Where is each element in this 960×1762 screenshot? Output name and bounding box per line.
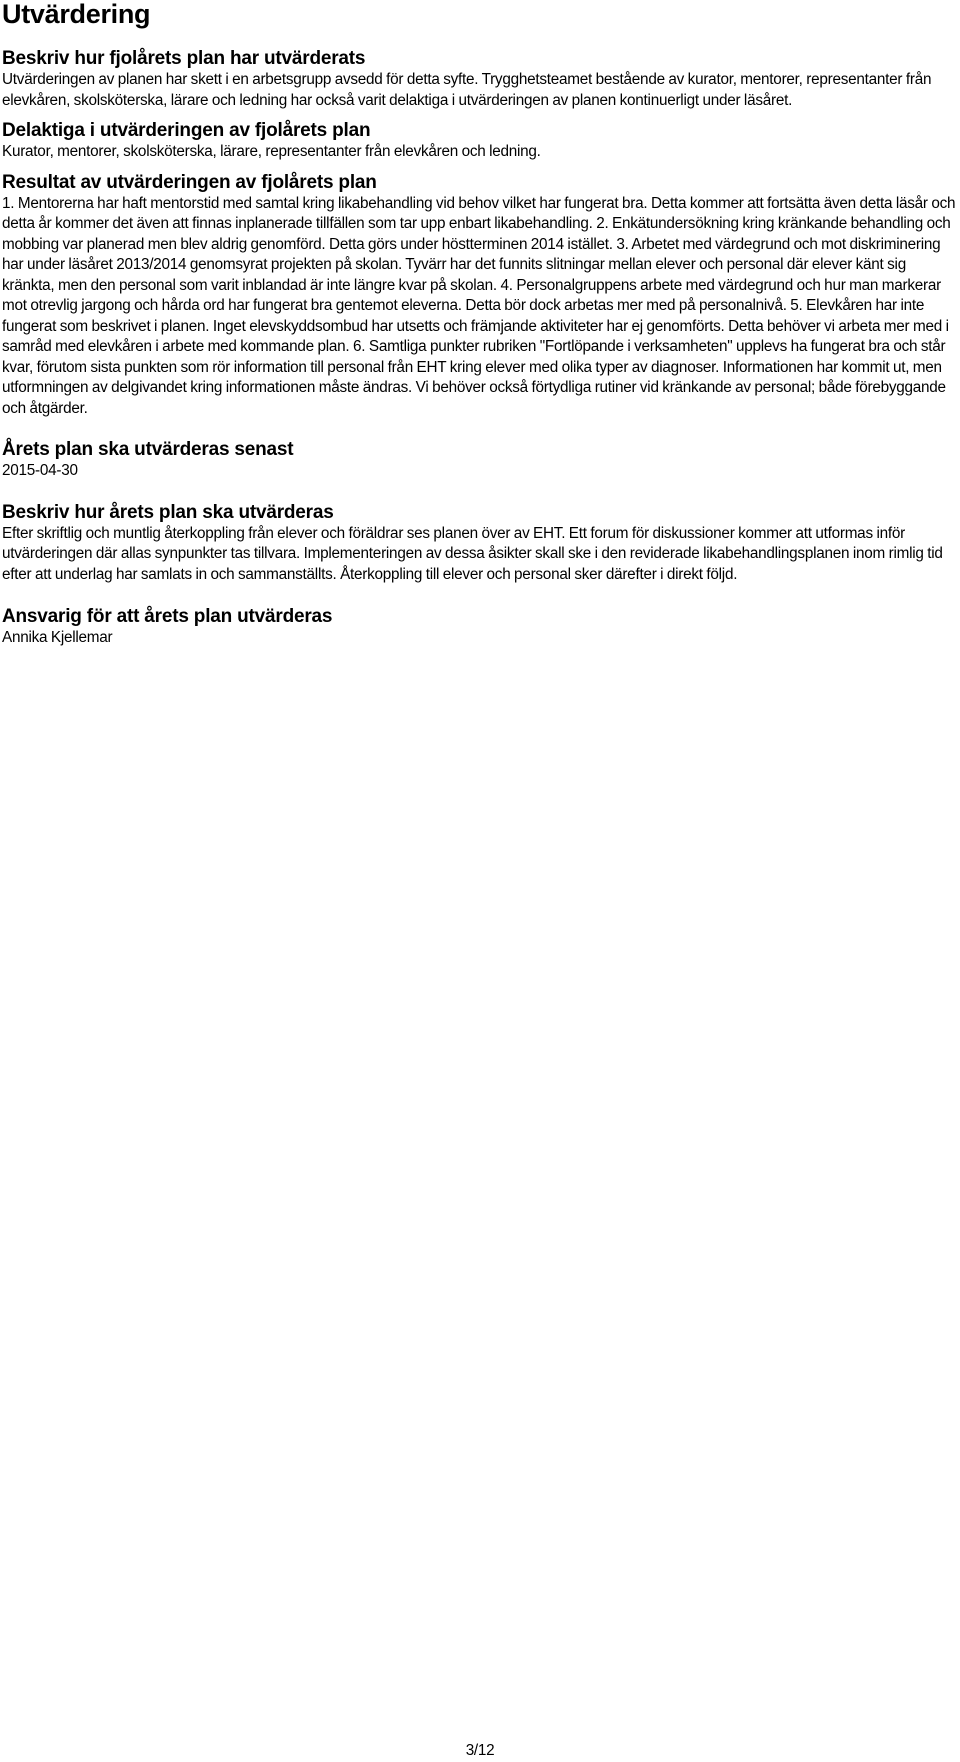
section-text: Efter skriftlig och muntlig återkoppling från elever och föräldrar ses planen över av EHT. Ett forum för diskussioner kommer att utformas inför utvärderingen där allas synpunkter tas tillvara. Implementeringen av dessa åsikter skall ske i den reviderade likabehandlingsplanen inom rimlig tid efter att underlag har samlats in och sammanställts. Återkoppling till elever och personal sker därefter i direkt följd. [2,524,943,583]
section-evaluation-method-this-year [2,502,957,586]
document-content [2,0,957,649]
page-title: Utvärdering [2,0,151,29]
section-text: 1. Mentorerna har haft mentorstid med samtal kring likabehandling vid behov vilket har fungerat bra. Detta kommer att fortsätta även detta läsår och detta år kommer det även att finnas inplanerade tillfällen som tar upp enbart likabehandling. 2. Enkätundersökning kring kränkande behandling och mobbing var planerad men blev aldrig genomförd. Detta görs under höstterminen 2014 istället. 3. Arbetet med värdegrund och mot diskriminering har under läsåret 2013/2014 genomsyrat projekten på skolan. Tyvärr har det funnits slitningar mellan elever och personal där elever känt sig kränkta, men den personal som varit inblandad är inte längre kvar på skolan. 4. Personalgruppens arbete med värdegrund och hur man markerar mot otrevlig jargong och hårda ord har fungerat bra gentemot eleverna. Detta bör dock arbetas mer med på personalnivå. 5. Elevkåren har inte fungerat som beskrivet i planen. Inget elevskyddsombud har utsetts och främjande aktiviteter har ej genomförts. Detta behöver vi arbeta mer med i samråd med elevkåren i arbete med kommande plan. 6. Samtliga punkter rubriken "Fortlöpande i verksamheten" upplevs ha fungerat bra och står kvar, förutom sista punkten som rör information till personal från EHT kring elever med olika typer av diagnoser. Informationen har kommit ut, men utformningen av delgivandet kring informationen måste ändras. Vi behöver också förtydliga rutiner vid kränkande av personal; både förebyggande och åtgärder. [2,194,956,417]
section-heading: Delaktiga i utvärderingen av fjolårets plan [2,120,371,141]
section-heading: Ansvarig för att årets plan utvärderas [2,606,333,627]
section-text: Utvärderingen av planen har skett i en arbetsgrupp avsedd för detta syfte. Trygghetsteamet bestående av kurator, mentorer, representanter från elevkåren, skolsköterska, lärare och ledning har också varit delaktiga i utvärderingen av planen kontinuerligt under läsåret. [2,71,932,109]
section-text: 2015-04-30 [2,462,78,479]
section-heading: Resultat av utvärderingen av fjolårets plan [2,171,377,193]
section-results-last-year [2,172,957,420]
section-text: Annika Kjellemar [2,629,113,646]
section-heading: Årets plan ska utvärderas senast [2,439,294,460]
section-evaluation-deadline [2,439,957,482]
section-participants-last-year [2,120,957,163]
page-number: 3/12 [465,1742,495,1759]
section-text: Kurator, mentorer, skolsköterska, lärare, representanter från elevkåren och ledning. [2,143,541,160]
section-heading: Beskriv hur årets plan ska utvärderas [2,501,334,523]
section-responsible-person [2,606,957,649]
section-evaluation-method-last-year [2,48,957,111]
section-heading: Beskriv hur fjolårets plan har utvärderats [2,48,366,69]
